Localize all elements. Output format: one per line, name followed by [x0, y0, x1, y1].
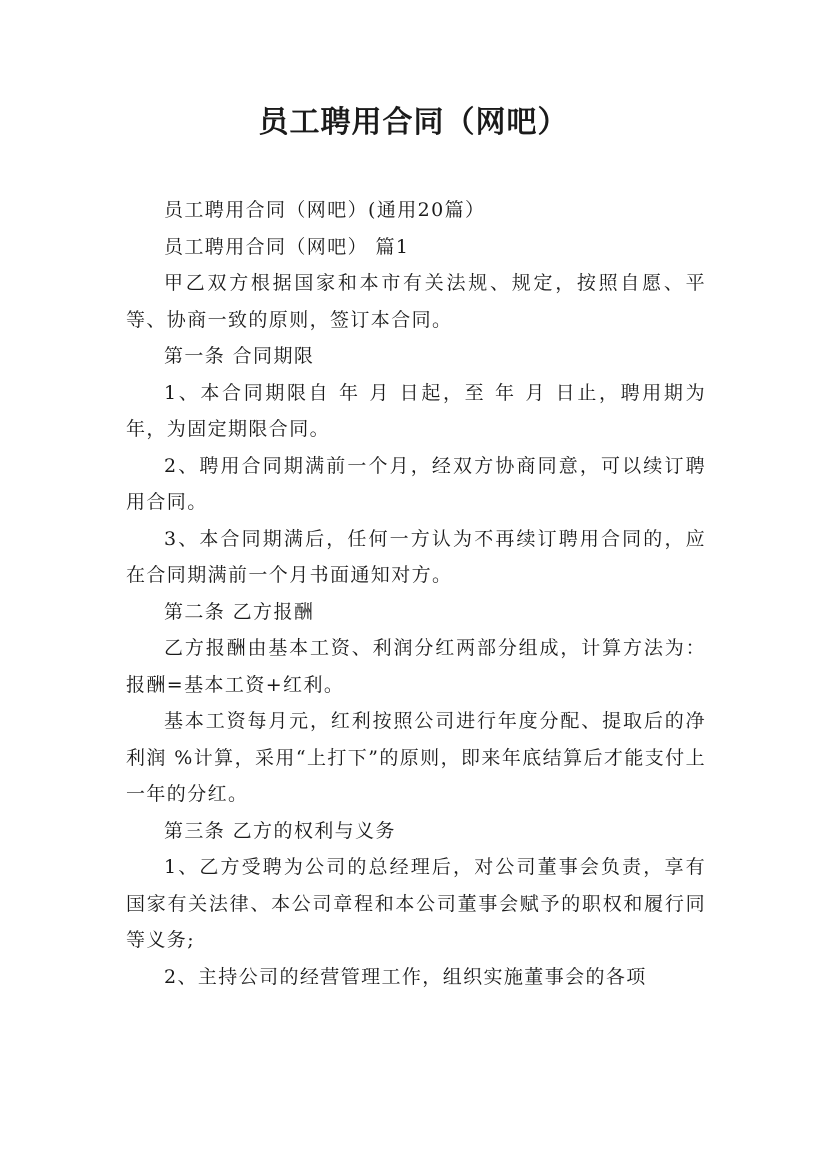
paragraph: 乙方报酬由基本工资、利润分红两部分组成，计算方法为：报酬=基本工资+红利。: [126, 637, 706, 696]
paragraph: 甲乙双方根据国家和本市有关法规、规定，按照自愿、平等、协商一致的原则，签订本合同。: [126, 272, 706, 331]
paragraph: 基本工资每月元，红利按照公司进行年度分配、提取后的净利润 %计算，采用“上打下”的原则，即来年底结算后才能支付上一年的分红。: [126, 710, 706, 805]
paragraph: 2、主持公司的经营管理工作，组织实施董事会的各项: [164, 965, 647, 988]
document-title: 员工聘用合同（网吧）: [258, 105, 569, 140]
paragraph: 3、本合同期满后，任何一方认为不再续订聘用合同的，应在合同期满前一个月书面通知对方。: [126, 527, 706, 586]
article-heading: 第三条 乙方的权利与义务: [164, 819, 396, 842]
paragraph-subtitle: 员工聘用合同（网吧）(通用20篇）: [164, 199, 486, 221]
paragraph-section-heading: 员工聘用合同（网吧） 篇1: [164, 235, 410, 258]
article-heading: 第一条 合同期限: [164, 345, 315, 367]
paragraph: 1、乙方受聘为公司的总经理后，对公司董事会负责，享有国家有关法律、本公司章程和本公司董事会赋予的职权和履行同等义务;: [126, 856, 706, 951]
paragraph: 2、聘用合同期满前一个月，经双方协商同意，可以续订聘用合同。: [126, 454, 706, 513]
article-heading: 第二条 乙方报酬: [164, 600, 315, 623]
paragraph: 1、本合同期限自 年 月 日起，至 年 月 日止，聘用期为 年，为固定期限合同。: [126, 381, 706, 440]
document-body: [126, 192, 706, 995]
